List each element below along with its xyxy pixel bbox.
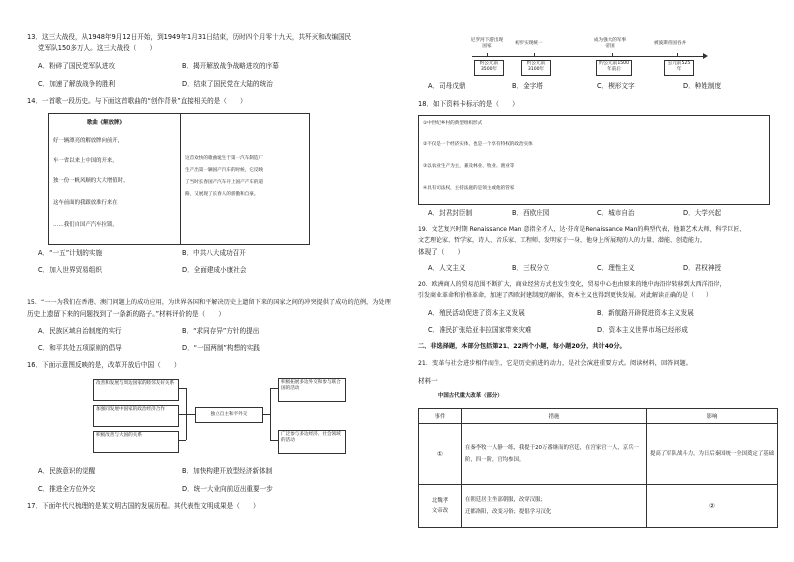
table-header-cell: 事件 <box>419 409 462 424</box>
q18-option-b[interactable]: B．西欧庄园 <box>512 209 550 217</box>
q16-connector <box>262 414 270 415</box>
q16-left-box: 积极改善与大国的关系 <box>93 431 179 453</box>
q14-song-box <box>48 113 310 245</box>
q14-lyrics-panel <box>49 114 181 244</box>
q16-connector <box>186 388 187 440</box>
q18-card-line: ②不仅是一个经济实体，也是一个享有特权的政治实体 <box>423 142 533 147</box>
q13-stem-line1: 13．这三大战役，从1948年9月12日开始，到1949年1月31日结束，历时四个月零十九天，共歼灭和改编国民 <box>27 33 352 41</box>
timeline-tick <box>487 53 488 57</box>
q14-background-line: 生产出第一辆国产汽车的时候，它反映 <box>185 168 264 173</box>
q14-background-panel <box>182 114 308 244</box>
timeline-axis <box>472 56 704 57</box>
q19-option-a[interactable]: A．人文主义 <box>428 264 466 272</box>
q20-option-b[interactable]: B．新航路开辟促进资本主义发展 <box>597 309 694 317</box>
table-header-cell: 影响 <box>647 409 778 424</box>
table-cell-event <box>419 485 462 528</box>
q14-option-a[interactable]: A．“一五”计划的实施 <box>38 249 103 257</box>
q19-stem-line2: 文艺理论家、哲学家，诗人、音乐家、工程师、发明家于一身，他身上所展现的人的力量、潜能、创造能力， <box>418 237 707 244</box>
timeline-tick <box>677 53 678 57</box>
q16-connector <box>270 388 271 440</box>
table-cell-event: ① <box>419 424 462 485</box>
q21-stem: 21．变革与社会进步相伴而生，它是历史前进的动力，是社会演进重要方式。阅读材料，回答问题。 <box>418 360 692 367</box>
table-row <box>419 485 778 528</box>
q16-center-box: 独立自主和平外交 <box>195 407 263 423</box>
table-cell-effect: ② <box>647 485 778 528</box>
q15-option-c[interactable]: C．和平共处五项原则的倡导 <box>38 344 122 352</box>
q19-stem-line1: 19．文艺复兴时期 Renaissance Man 意指全才人，达·芬奇是Renaissance Man的典型代表，他兼艺术大师、科学巨匠、 <box>418 226 746 233</box>
q16-left-box: 加强同发展中国家的政治经济合作 <box>93 405 179 427</box>
q13-option-d[interactable]: D．结束了国民党在大陆的统治 <box>182 80 273 88</box>
q16-connector <box>178 440 186 441</box>
q19-option-b[interactable]: B．三权分立 <box>512 264 550 272</box>
q20-option-a[interactable]: A．殖民活动促进了资本主义发展 <box>428 309 525 317</box>
timeline-label-top: 尼罗河下游出现国家 <box>470 38 504 49</box>
q13-option-a[interactable]: A．粉碎了国民党军队进攻 <box>38 62 116 70</box>
q14-background-line: 路，又展现了长春人的骄傲和自豪。 <box>185 192 259 197</box>
q16-left-box: 改善和发展与周边国家的睦邻友好关系 <box>93 379 179 401</box>
q17-option-a[interactable]: A．司母戊鼎 <box>428 82 466 90</box>
q16-option-a[interactable]: A．民族意识的觉醒 <box>38 467 96 475</box>
q14-lyric-line: 这车前面的我跟放准行来在 <box>53 200 118 206</box>
q14-stem: 14．一首歌一段历史。与下面这首歌曲的“创作背景”直接相关的是（ ） <box>27 97 247 105</box>
q18-option-d[interactable]: D．大学兴起 <box>683 209 722 217</box>
section-2-heading: 二、非选择题，本部分包括第21、22两个小题，每小题20分，共计40分。 <box>418 343 626 350</box>
timeline-arrow-icon <box>703 53 708 59</box>
q18-card-line: ③以农业生产为主，兼及林业、牧业、渔业等 <box>423 164 515 169</box>
q13-option-b[interactable]: B．揭开解放战争战略进攻的序幕 <box>182 62 279 70</box>
q18-stem: 18．如下资料卡标示的是（ ） <box>418 100 519 108</box>
q14-option-c[interactable]: C．加入世界贸易组织 <box>38 266 102 274</box>
q20-stem-line2: 引发商业革命和价格革命，加速了西欧封建制度的解体，资本主义也得到更快发展。对此解读正确的是（ ） <box>418 292 713 299</box>
table-cell-measure-line: 在朝廷居主坐部朝服，改穿汉服； <box>465 497 546 503</box>
q17-option-c[interactable]: C．楔形文字 <box>597 82 635 90</box>
table-cell-effect: 提高了军队战斗力，为日后秦国统一全国奠定了基础 <box>647 424 778 485</box>
q18-option-c[interactable]: C．城市自治 <box>597 209 635 217</box>
table-header-cell: 措施 <box>462 409 647 424</box>
q14-option-b[interactable]: B．中共八大成功召开 <box>182 249 246 257</box>
timeline-year-box: 公元前525年 <box>664 60 694 76</box>
q14-lyric-line: 独一份一帆风顺的大大增值时， <box>53 178 129 184</box>
q14-song-title: 歌曲《解放牌》 <box>87 120 125 126</box>
timeline-year-box: 约公元前3100年 <box>521 60 551 76</box>
timeline-tick <box>612 53 613 57</box>
q16-stem: 16．下面示意图反映的是，改革开放后中国（ ） <box>27 361 181 369</box>
q16-connector <box>270 388 278 389</box>
q15-option-a[interactable]: A．民族区域自治制度的实行 <box>38 327 122 335</box>
q16-option-d[interactable]: D．统一大业向前迈出重要一步 <box>182 485 273 493</box>
q16-right-box: 积极拓展多边外交和参与联合国的活动 <box>278 378 346 402</box>
q15-option-b[interactable]: B．“求同存异”方针的提出 <box>182 327 260 335</box>
q14-background-line: 了当时长春国产汽车开上国产产车的道 <box>185 180 264 185</box>
q14-lyric-line: ……我们自国产汽车拉锁， <box>53 222 118 228</box>
q18-card-line: ①中世纪乡村的典型组织形式 <box>423 121 483 126</box>
timeline-label-top: 成为强大的军事帝国 <box>593 38 627 49</box>
table-header-row <box>419 409 778 424</box>
timeline-year-box: 约公元前3500年 <box>474 60 504 76</box>
q18-data-card <box>418 115 770 205</box>
table-cell-event-line: 北魏孝 <box>431 498 449 504</box>
timeline-tick <box>534 53 535 57</box>
q13-stem-line2: 党军队150多万人。这三大战役（ ） <box>38 44 157 52</box>
q20-option-c[interactable]: C．准民扩张给亚非拉国家带来灾难 <box>428 326 532 334</box>
q17-option-d[interactable]: D．种姓制度 <box>683 82 722 90</box>
q15-stem-line2: 历史上遗留下来的问题找到了一条新的路子。”材料评价的是（ ） <box>27 310 225 318</box>
timeline-label-top: 被波斯帝国吞并 <box>654 41 687 46</box>
q20-option-d[interactable]: D．资本主义世界市场已经形成 <box>597 326 688 334</box>
q20-stem-line1: 20．欧洲商人的贸易范围不断扩大，商业经营方式也发生变化，贸易中心也由原来的地中海沿岸转移到大西洋沿岸， <box>418 281 726 288</box>
q16-option-c[interactable]: C．推进全方位外交 <box>38 485 96 493</box>
q16-right-box: 广泛参与多边经济、社会领域的活动 <box>278 430 346 454</box>
q14-background-line: 这首欢快的歌曲诞生于第一汽车制造厂 <box>185 156 264 161</box>
q15-option-d[interactable]: D．“一国两制”构想的实践 <box>182 344 260 352</box>
q21-material-label: 材料一 <box>418 377 438 385</box>
table-cell-measure-line: 迁都洛阳，改变习俗；提倡学习汉化 <box>465 509 552 515</box>
q21-table-title: 中国古代重大改革（部分） <box>438 393 503 399</box>
table-cell-measure <box>462 485 647 528</box>
q15-stem-line1: 15．“一一为我们在香港、澳门问题上的成功应用，为世界各国和平解决历史上遗留下来的国家之间的冲突提供了成功的范例，为处理 <box>27 299 391 306</box>
q14-option-d[interactable]: D．全面建成小康社会 <box>182 266 247 274</box>
q14-lyric-line: 好一辆漂亮的解放牌向前开， <box>53 138 124 144</box>
q21-reform-table <box>418 408 778 528</box>
q14-lyric-line: 车一省以来上中国的开来， <box>53 158 118 164</box>
table-cell-measure: 在秦李牧一人静一练，我提于20万番继而的宫廷，在宫家官一人，京兵一阶，四一阶，官均参国。 <box>462 424 647 485</box>
q18-card-line: ④具有司法权，主持法庭的是领主或他的管家 <box>423 186 515 191</box>
q16-connector <box>178 388 186 389</box>
q19-option-c[interactable]: C．理性主义 <box>597 264 635 272</box>
table-cell-event-line: 文帝改 <box>431 508 449 514</box>
timeline-label-top: 初步实现统一 <box>515 41 543 46</box>
table-row <box>419 424 778 485</box>
q16-option-b[interactable]: B．加快构建开放型经济新体制 <box>182 467 273 475</box>
q16-connector <box>270 440 278 441</box>
q19-option-d[interactable]: D．君权神授 <box>683 264 722 272</box>
q19-stem-line3: 体现了（ ） <box>418 248 465 256</box>
timeline-year-box: 约公元前1500年前后 <box>596 60 632 76</box>
q17-option-b[interactable]: B．金字塔 <box>512 82 543 90</box>
q13-option-c[interactable]: C．加速了解放战争的胜利 <box>38 80 116 88</box>
q18-option-a[interactable]: A．封君封臣制 <box>428 209 473 217</box>
q17-stem: 17．下面年代尺梳理的是某文明古国的发展历程。其代表性文明成果是（ ） <box>27 502 260 510</box>
